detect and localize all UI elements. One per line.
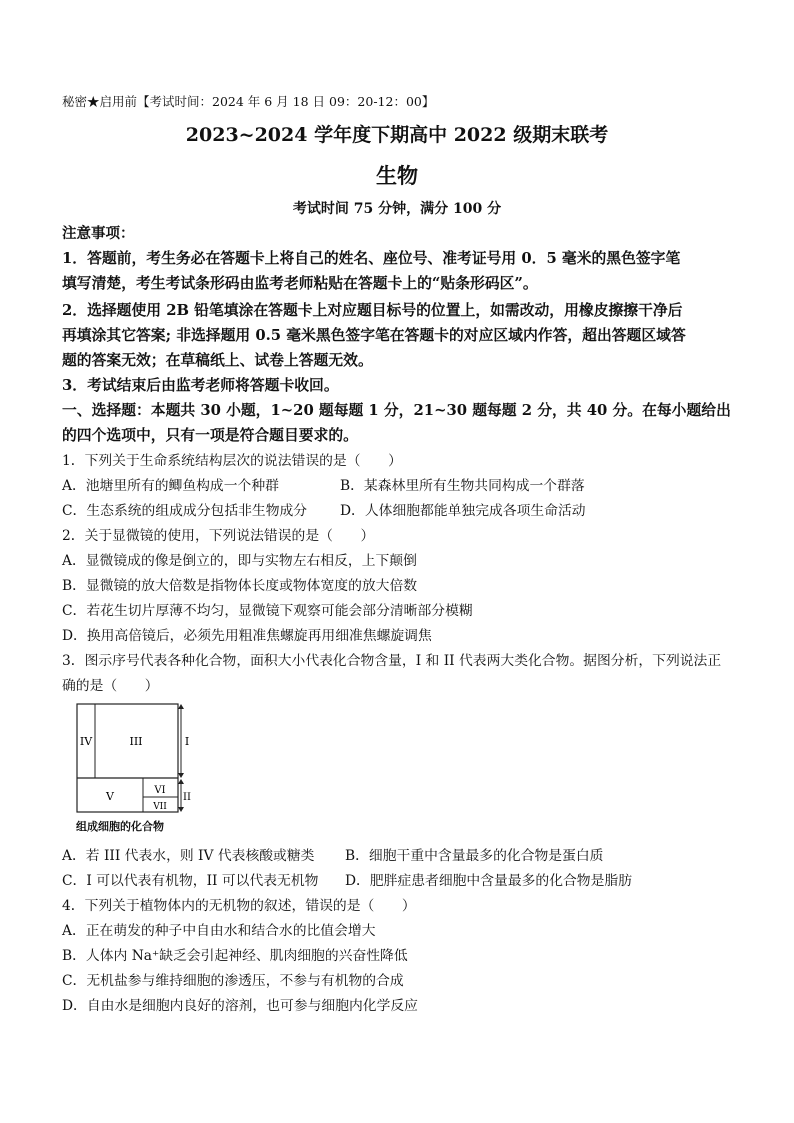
confidential-line: 秘密★启用前【考试时间：2024 年 6 月 18 日 09：20-12：00】	[62, 94, 435, 109]
compound-area-diagram	[76, 703, 192, 815]
q4-option-b: B．人体内 Na⁺缺乏会引起神经、肌肉细胞的兴奋性降低	[62, 948, 408, 964]
figure-caption: 组成细胞的化合物	[76, 820, 164, 833]
notice-heading: 注意事项：	[62, 225, 135, 242]
q3-option-d: D．肥胖症患者细胞中含量最多的化合物是脂肪	[345, 873, 632, 889]
section-heading: 一、选择题：本题共 30 小题，1~20 题每题 1 分，21~30 题每题 2 分，共 40 分。在每小题给出	[62, 402, 731, 419]
exam-meta: 考试时间 75 分钟，满分 100 分	[292, 201, 502, 217]
label-iv: IV	[79, 735, 93, 748]
label-vi: VI	[154, 785, 166, 796]
q1-option-a: A．池塘里所有的鲫鱼构成一个种群	[62, 478, 279, 494]
arrow-up-icon	[178, 704, 184, 709]
question-3-stem-cont: 确的是（ ）	[62, 678, 159, 694]
label-ii: II	[183, 792, 191, 803]
q1-option-d: D．人体细胞都能单独完成各项生命活动	[340, 503, 586, 519]
notice-line: 3．考试结束后由监考老师将答题卡收回。	[62, 377, 339, 394]
q4-option-c: C．无机盐参与维持细胞的渗透压，不参与有机物的合成	[62, 973, 404, 989]
section-heading: 的四个选项中，只有一项是符合题目要求的。	[62, 427, 358, 444]
notice-line: 题的答案无效；在草稿纸上、试卷上答题无效。	[62, 352, 373, 369]
q4-option-a: A．正在萌发的种子中自由水和结合水的比值会增大	[62, 923, 376, 939]
question-4-stem: 4．下列关于植物体内的无机物的叙述，错误的是（ ）	[62, 898, 416, 914]
notice-line: 1．答题前，考生务必在答题卡上将自己的姓名、座位号、准考证号用 0．5 毫米的黑色签字笔	[62, 250, 681, 267]
label-iii: III	[129, 735, 143, 748]
question-2-stem: 2．关于显微镜的使用，下列说法错误的是（ ）	[62, 528, 375, 544]
notice-line: 2．选择题使用 2B 铅笔填涂在答题卡上对应题目标号的位置上，如需改动，用橡皮擦擦干净后	[62, 302, 683, 319]
arrow-down-icon	[178, 773, 184, 778]
exam-title: 2023~2024 学年度下期高中 2022 级期末联考	[185, 124, 609, 146]
q3-option-a: A．若 III 代表水，则 IV 代表核酸或糖类	[62, 848, 315, 864]
q2-option-b: B．显微镜的放大倍数是指物体长度或物体宽度的放大倍数	[62, 578, 418, 594]
label-vii: VII	[153, 802, 167, 812]
label-v: V	[106, 790, 114, 803]
q2-option-d: D．换用高倍镜后，必须先用粗准焦螺旋再用细准焦螺旋调焦	[62, 628, 432, 644]
question-1-stem: 1．下列关于生命系统结构层次的说法错误的是（ ）	[62, 453, 402, 469]
arrow-up-icon	[178, 779, 184, 784]
label-i: I	[184, 735, 190, 748]
subject-title: 生物	[376, 163, 418, 188]
q4-option-d: D．自由水是细胞内良好的溶剂，也可参与细胞内化学反应	[62, 998, 418, 1014]
notice-line: 再填涂其它答案; 非选择题用 0.5 毫米黑色签字笔在答题卡的对应区域内作答，超出答题区域答	[62, 327, 686, 344]
question-3-stem: 3．图示序号代表各种化合物，面积大小代表化合物含量，I 和 II 代表两大类化合物。据图分析，下列说法正	[62, 653, 722, 669]
arrow-down-icon	[178, 807, 184, 812]
q2-option-c: C．若花生切片厚薄不均匀，显微镜下观察可能会部分清晰部分模糊	[62, 603, 473, 619]
q1-option-c: C．生态系统的组成成分包括非生物成分	[62, 503, 308, 519]
notice-line: 填写清楚，考生考试条形码由监考老师粘贴在答题卡上的“贴条形码区”。	[62, 275, 538, 292]
q3-option-c: C．I 可以代表有机物，II 可以代表无机物	[62, 873, 319, 889]
q1-option-b: B．某森林里所有生物共同构成一个群落	[340, 478, 585, 494]
q3-option-b: B．细胞干重中含量最多的化合物是蛋白质	[345, 848, 604, 864]
q2-option-a: A．显微镜成的像是倒立的，即与实物左右相反，上下颠倒	[62, 553, 417, 569]
